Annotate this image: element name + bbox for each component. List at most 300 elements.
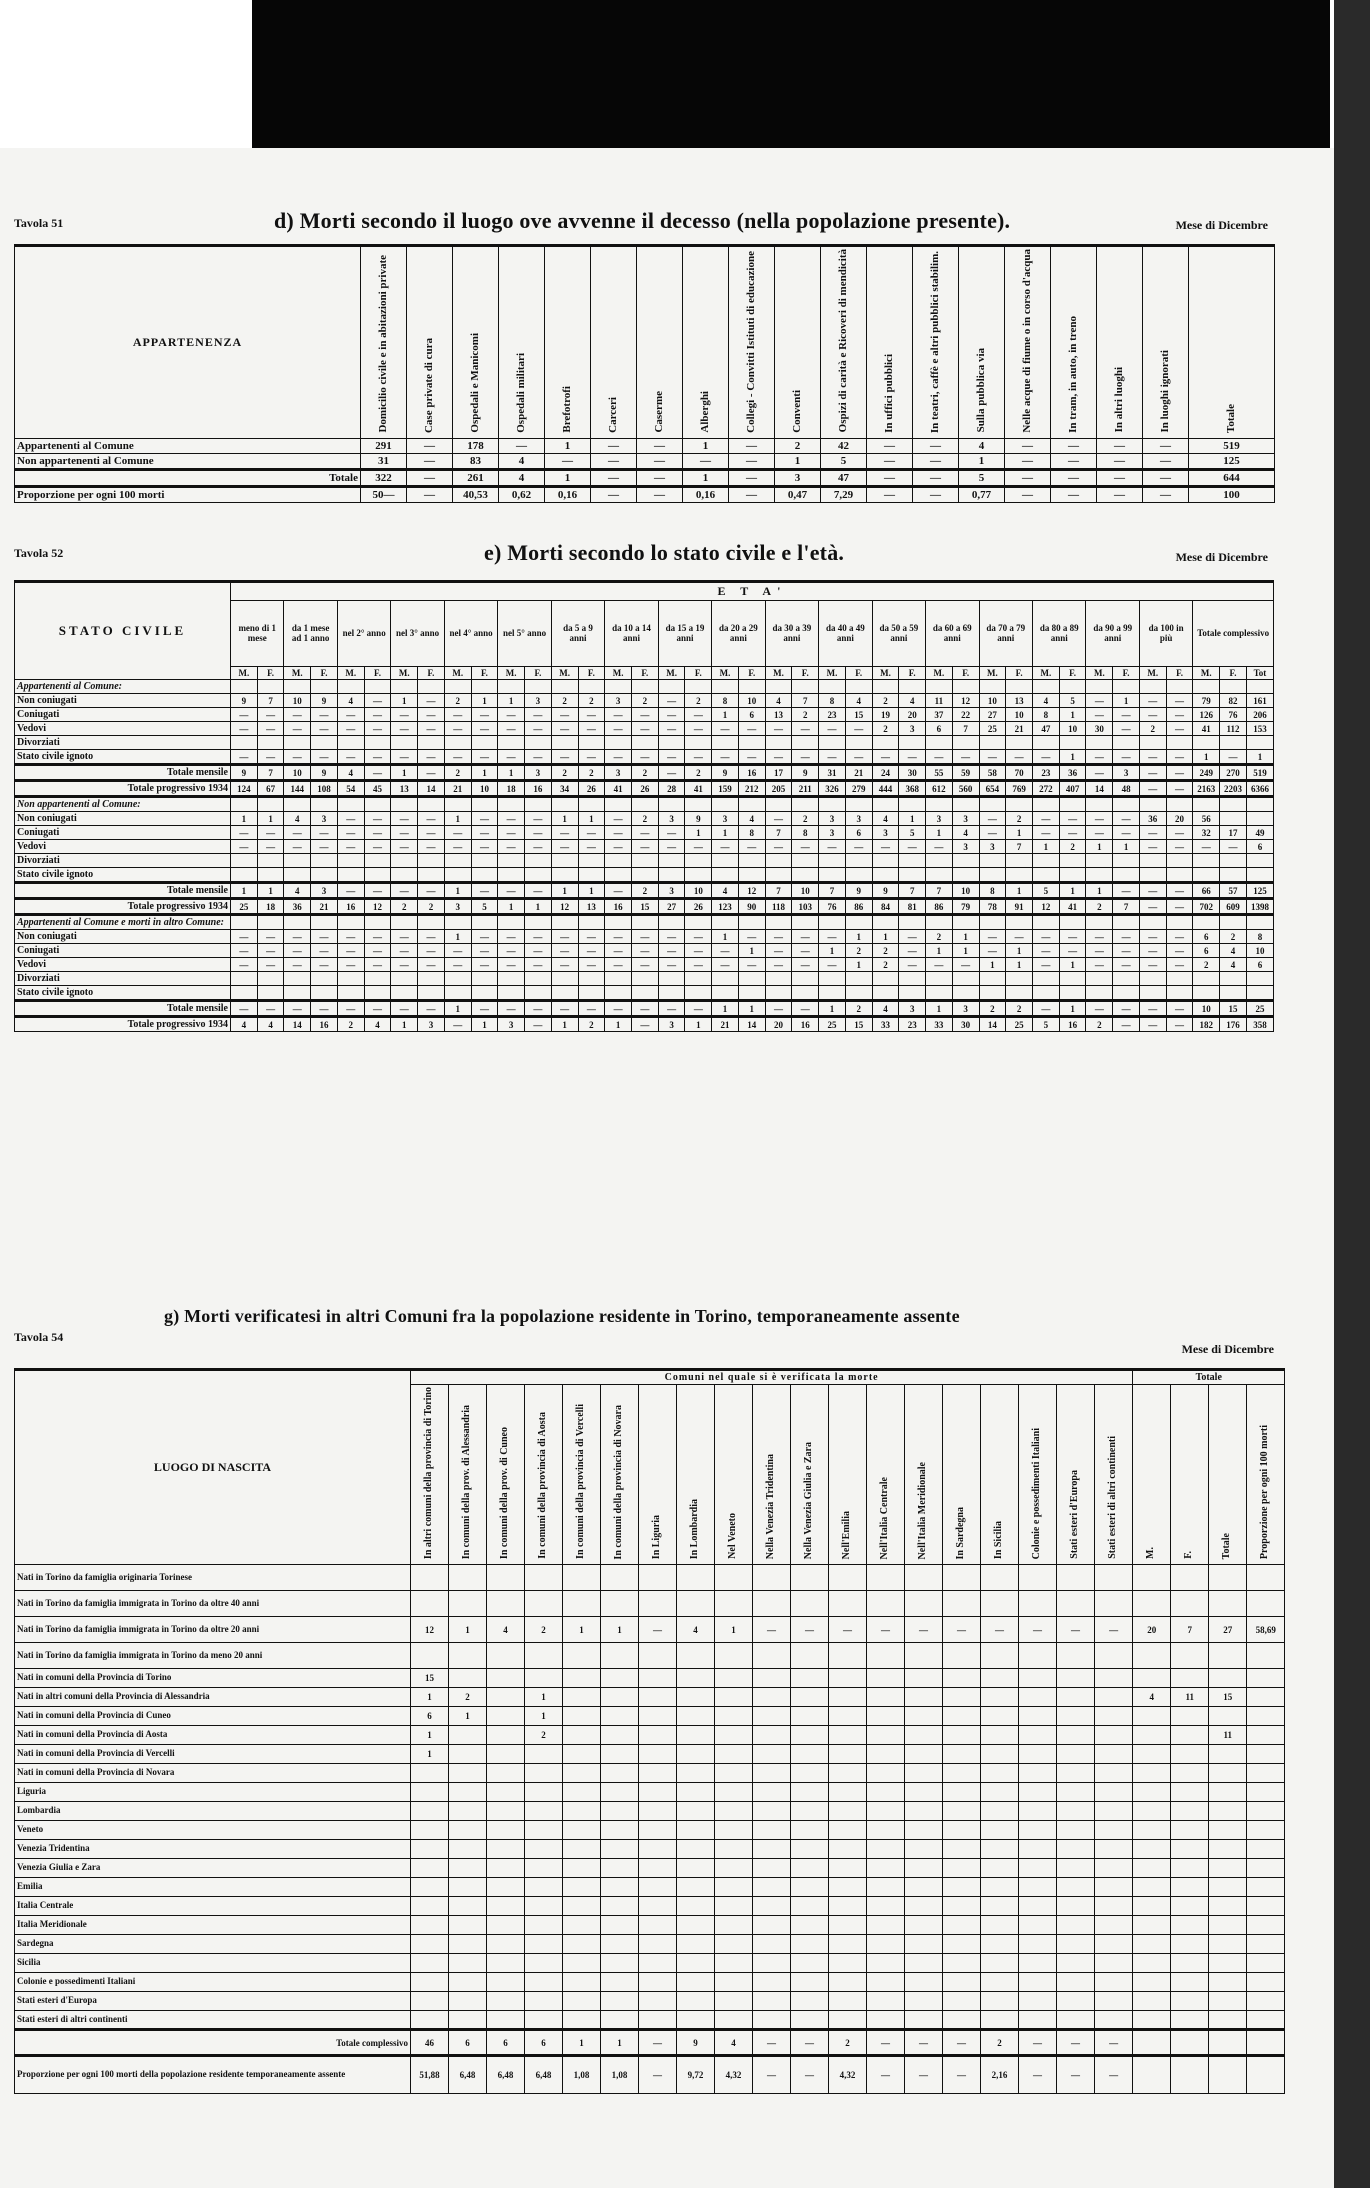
table-cell — [498, 972, 525, 986]
table-cell — [979, 868, 1006, 883]
table-cell: 7 — [926, 883, 953, 899]
table-cell: 144 — [284, 781, 311, 797]
table-cell — [753, 1688, 791, 1707]
table-cell — [829, 1688, 867, 1707]
comuni-header: Comuni nel quale si è verificata la morte — [411, 1370, 1133, 1385]
table-cell — [551, 915, 578, 930]
table-cell: — — [498, 930, 525, 944]
table-cell: 1 — [471, 694, 498, 708]
table-cell: 1 — [525, 1707, 563, 1726]
column-header — [601, 1385, 639, 1565]
table-cell: 83 — [453, 453, 499, 469]
table-cell: — — [1033, 944, 1060, 958]
table-cell — [1006, 736, 1033, 750]
table-cell: 205 — [765, 781, 792, 797]
table-row — [15, 1617, 1285, 1643]
table-row — [15, 854, 1274, 868]
table-cell — [791, 1745, 829, 1764]
table-cell — [1006, 986, 1033, 1001]
table-cell — [791, 1897, 829, 1916]
table-cell — [563, 1643, 601, 1669]
table-cell — [1247, 1992, 1285, 2011]
table-cell: — — [471, 812, 498, 826]
table-cell — [1166, 680, 1193, 694]
table-cell — [677, 1764, 715, 1783]
table-cell: — — [230, 944, 257, 958]
column-header — [591, 246, 637, 439]
table-cell — [829, 1802, 867, 1821]
table-cell: 1 — [1246, 750, 1273, 765]
table-cell — [715, 1591, 753, 1617]
table-cell — [631, 797, 658, 812]
table-cell — [411, 1897, 449, 1916]
table-cell — [1193, 736, 1220, 750]
table-cell: 176 — [1220, 1017, 1247, 1032]
table-cell — [498, 868, 525, 883]
table-cell: 1 — [685, 1017, 712, 1032]
row-label: Nati in Torino da famiglia immigrata in Torino da meno 20 anni — [15, 1643, 411, 1669]
row-label: Nati in Torino da famiglia immigrata in Torino da oltre 20 anni — [15, 1617, 411, 1643]
table-cell — [1247, 1669, 1285, 1688]
table-cell — [943, 1821, 981, 1840]
table-cell — [1019, 1802, 1057, 1821]
table-cell — [1057, 1565, 1095, 1591]
sex-f-header: F. — [364, 667, 391, 680]
table-cell: — — [337, 708, 364, 722]
table-cell — [1057, 1897, 1095, 1916]
table-cell — [1220, 854, 1247, 868]
table-cell — [1057, 1591, 1095, 1617]
table-cell — [677, 1707, 715, 1726]
table-cell — [418, 736, 445, 750]
table-cell: 70 — [1006, 765, 1033, 781]
table-cell — [1247, 1565, 1285, 1591]
table-cell — [867, 1992, 905, 2011]
table-cell: 25 — [1006, 1017, 1033, 1032]
table-cell — [829, 1707, 867, 1726]
table-cell: 2 — [444, 694, 471, 708]
table-cell — [819, 915, 846, 930]
column-header-text: Ospedali militari — [514, 352, 527, 433]
table-cell — [1166, 868, 1193, 883]
table-cell: — — [391, 944, 418, 958]
table-cell — [1247, 2056, 1285, 2094]
table-cell — [1057, 1821, 1095, 1840]
table-cell — [981, 1669, 1019, 1688]
table-cell — [1193, 797, 1220, 812]
table-cell: — — [418, 722, 445, 736]
table-cell: 125 — [1189, 453, 1275, 469]
table-cell — [487, 1916, 525, 1935]
table-cell: 16 — [1059, 1017, 1086, 1032]
table-cell: 76 — [1220, 708, 1247, 722]
row-label: Venezia Giulia e Zara — [15, 1859, 411, 1878]
table-cell — [791, 1707, 829, 1726]
table-cell: 1 — [899, 812, 926, 826]
table-cell — [1057, 1859, 1095, 1878]
table-cell: 112 — [1220, 722, 1247, 736]
table-cell: — — [230, 826, 257, 840]
table-cell — [765, 915, 792, 930]
table-cell — [872, 986, 899, 1001]
table-cell: — — [631, 826, 658, 840]
total-column-header — [1171, 1385, 1209, 1565]
table-cell — [471, 736, 498, 750]
table-cell — [605, 868, 632, 883]
table-cell: 4 — [487, 1617, 525, 1643]
sex-m-header: M. — [926, 667, 953, 680]
table-cell: 654 — [979, 781, 1006, 797]
table-cell — [631, 854, 658, 868]
table-cell — [905, 1954, 943, 1973]
table-cell — [979, 797, 1006, 812]
group-heading-row — [15, 680, 1274, 694]
table-cell — [867, 1935, 905, 1954]
table-cell: — — [551, 930, 578, 944]
table-cell: 4 — [872, 812, 899, 826]
table-row — [15, 1802, 1285, 1821]
table-cell: — — [952, 750, 979, 765]
table-cell — [952, 915, 979, 930]
table-cell — [551, 972, 578, 986]
table-cell — [845, 854, 872, 868]
row-label: Nati in comuni della Provincia di Cuneo — [15, 1707, 411, 1726]
table-cell — [487, 1591, 525, 1617]
table-cell: — — [591, 486, 637, 502]
table-cell — [753, 1840, 791, 1859]
table-cell: 2 — [418, 899, 445, 915]
table-cell: — — [819, 930, 846, 944]
table-cell — [685, 797, 712, 812]
table-cell: — — [639, 1617, 677, 1643]
table-cell: 4 — [1033, 694, 1060, 708]
table-cell — [1006, 868, 1033, 883]
table-cell: — — [1166, 958, 1193, 972]
table-cell — [257, 986, 284, 1001]
table-cell: — — [444, 750, 471, 765]
table-cell: 1 — [952, 944, 979, 958]
column-header — [1095, 1385, 1133, 1565]
table-cell — [1209, 1821, 1247, 1840]
table-cell: 0,77 — [959, 486, 1005, 502]
table-cell — [791, 1643, 829, 1669]
table-cell: — — [913, 438, 959, 453]
table-cell: — — [712, 840, 739, 854]
age-group-header: da 100 in più — [1139, 601, 1192, 667]
age-group-header: da 1 mese ad 1 anno — [284, 601, 337, 667]
row-label: Totale mensile — [15, 883, 231, 899]
table-cell: — — [1143, 438, 1189, 453]
table-cell — [578, 736, 605, 750]
table-cell: 4 — [845, 694, 872, 708]
table-cell — [1019, 1565, 1057, 1591]
table-cell: — — [905, 1617, 943, 1643]
table-cell: — — [738, 722, 765, 736]
table-cell: — — [364, 930, 391, 944]
table-cell — [257, 868, 284, 883]
table-cell — [1059, 736, 1086, 750]
table-cell: 2 — [449, 1688, 487, 1707]
table-cell — [257, 854, 284, 868]
column-header — [943, 1385, 981, 1565]
table-cell: 5 — [821, 453, 867, 469]
table-cell — [525, 1859, 563, 1878]
table-cell — [1095, 1916, 1133, 1935]
table-cell — [715, 1897, 753, 1916]
table-cell: — — [631, 750, 658, 765]
table-cell — [449, 1565, 487, 1591]
table-cell — [905, 1565, 943, 1591]
table-cell: 4 — [952, 826, 979, 840]
table-cell — [1246, 797, 1273, 812]
table-cell — [753, 1591, 791, 1617]
table-cell — [1193, 986, 1220, 1001]
table-cell: 2 — [631, 883, 658, 899]
table-cell: 32 — [1193, 826, 1220, 840]
table-cell: 1 — [738, 1001, 765, 1017]
age-group-header: da 30 a 39 anni — [765, 601, 818, 667]
age-group-header: meno di 1 mese — [230, 601, 283, 667]
table-row — [15, 930, 1274, 944]
table-cell: 322 — [361, 469, 407, 486]
table-cell — [715, 1764, 753, 1783]
table-cell: 84 — [872, 899, 899, 915]
table-cell: 78 — [979, 899, 1006, 915]
table-cell — [829, 1821, 867, 1840]
table-cell: — — [631, 1017, 658, 1032]
table-cell — [1139, 986, 1166, 1001]
table-cell: — — [926, 840, 953, 854]
table-cell — [601, 1935, 639, 1954]
row-label: Non coniugati — [15, 694, 231, 708]
table-cell — [1133, 1565, 1171, 1591]
sex-f-header: F. — [899, 667, 926, 680]
table-cell — [1246, 868, 1273, 883]
table-cell — [715, 1973, 753, 1992]
table-cell — [487, 1897, 525, 1916]
table-cell — [715, 1783, 753, 1802]
table-cell — [1095, 1591, 1133, 1617]
table-cell — [487, 1669, 525, 1688]
sex-tot-header: Tot — [1246, 667, 1273, 680]
table-cell: 3 — [819, 812, 846, 826]
table-cell: — — [1113, 930, 1140, 944]
table-cell — [905, 1783, 943, 1802]
table-cell — [1006, 915, 1033, 930]
table-cell: 272 — [1033, 781, 1060, 797]
table-cell: 10 — [471, 781, 498, 797]
table-cell: — — [418, 812, 445, 826]
sex-m-header: M. — [605, 667, 632, 680]
table-cell: 3 — [819, 826, 846, 840]
table-cell — [1247, 1897, 1285, 1916]
row-label: Non coniugati — [15, 812, 231, 826]
table-cell: 2 — [551, 694, 578, 708]
table-cell — [639, 1954, 677, 1973]
table-cell — [1033, 972, 1060, 986]
table-cell: 5 — [959, 469, 1005, 486]
table-cell — [1095, 2011, 1133, 2030]
column-header — [715, 1385, 753, 1565]
table-cell — [1095, 1897, 1133, 1916]
table-cell — [1133, 2056, 1171, 2094]
table-cell — [563, 1840, 601, 1859]
column-header — [729, 246, 775, 439]
table-cell: — — [418, 944, 445, 958]
table-cell — [1113, 736, 1140, 750]
table-cell — [1095, 1707, 1133, 1726]
table-cell — [1113, 797, 1140, 812]
table-cell: — — [337, 812, 364, 826]
table-cell — [257, 736, 284, 750]
table-cell: — — [407, 438, 453, 453]
table-cell: — — [230, 1001, 257, 1017]
table-cell — [449, 2011, 487, 2030]
age-group-header: nel 2° anno — [337, 601, 390, 667]
table-cell: 9 — [685, 812, 712, 826]
sex-m-header: M. — [765, 667, 792, 680]
table-cell — [1209, 1992, 1247, 2011]
table-cell — [952, 797, 979, 812]
table-cell — [899, 736, 926, 750]
sex-m-header: M. — [1193, 667, 1220, 680]
table-cell — [715, 1726, 753, 1745]
table-cell: — — [257, 722, 284, 736]
table-cell — [1247, 1916, 1285, 1935]
sex-m-header: M. — [712, 667, 739, 680]
table-cell: — — [284, 944, 311, 958]
table-cell: — — [1006, 750, 1033, 765]
table-cell: 5 — [471, 899, 498, 915]
table-cell — [525, 1764, 563, 1783]
table-cell — [867, 1643, 905, 1669]
table-cell — [449, 1935, 487, 1954]
table-cell: — — [685, 1001, 712, 1017]
table-cell — [1220, 972, 1247, 986]
table-cell — [230, 915, 257, 930]
table-cell: 2 — [391, 899, 418, 915]
table-cell: 9 — [677, 2030, 715, 2056]
table-cell: — — [471, 958, 498, 972]
table-cell — [1220, 868, 1247, 883]
table-cell — [715, 1878, 753, 1897]
table-cell — [639, 1764, 677, 1783]
table-cell — [631, 868, 658, 883]
table-cell: 10 — [952, 883, 979, 899]
table-cell — [905, 1859, 943, 1878]
table-cell — [525, 868, 552, 883]
table-cell — [1033, 797, 1060, 812]
table-cell: — — [1059, 944, 1086, 958]
table-cell: 15 — [845, 1017, 872, 1032]
table-cell: — — [658, 1001, 685, 1017]
table-cell: — — [1033, 930, 1060, 944]
table-cell — [364, 854, 391, 868]
table-cell — [411, 1764, 449, 1783]
table-cell — [1019, 1591, 1057, 1617]
table-cell — [685, 986, 712, 1001]
table-cell: 24 — [872, 765, 899, 781]
table-cell: — — [311, 1001, 338, 1017]
table-row — [15, 958, 1274, 972]
table-cell — [867, 2011, 905, 2030]
table-cell — [563, 1591, 601, 1617]
table-cell — [981, 1726, 1019, 1745]
table-cell — [819, 868, 846, 883]
table-row — [15, 1859, 1285, 1878]
table-cell: 31 — [819, 765, 846, 781]
sex-m-header: M. — [1139, 667, 1166, 680]
table-cell: — — [257, 1001, 284, 1017]
table-cell: — — [1166, 750, 1193, 765]
sex-f-header: F. — [471, 667, 498, 680]
sex-f-header: F. — [792, 667, 819, 680]
table-cell: — — [1086, 708, 1113, 722]
table-cell — [905, 1821, 943, 1840]
column-header — [959, 246, 1005, 439]
table-cell: — — [230, 708, 257, 722]
table-cell: 7 — [257, 694, 284, 708]
table-cell — [791, 1992, 829, 2011]
table-cell — [845, 986, 872, 1001]
table-cell — [867, 1688, 905, 1707]
table-cell: 23 — [1033, 765, 1060, 781]
table-cell — [819, 986, 846, 1001]
table-cell — [1095, 1802, 1133, 1821]
table-cell — [738, 986, 765, 1001]
table-cell — [418, 854, 445, 868]
table-cell — [685, 854, 712, 868]
table-cell — [1247, 1591, 1285, 1617]
table-cell — [1171, 1565, 1209, 1591]
table-cell — [551, 854, 578, 868]
table-cell: 3 — [444, 899, 471, 915]
table-cell — [753, 1897, 791, 1916]
table-cell — [791, 1840, 829, 1859]
table-cell: — — [545, 453, 591, 469]
table-cell — [639, 1840, 677, 1859]
table-cell — [551, 868, 578, 883]
table-cell — [685, 915, 712, 930]
table-cell — [1171, 2030, 1209, 2056]
table-cell — [563, 1859, 601, 1878]
table-cell: — — [899, 750, 926, 765]
table-cell: — — [444, 826, 471, 840]
table-cell: 1 — [545, 469, 591, 486]
table-cell: — — [792, 944, 819, 958]
table-cell: 56 — [1193, 812, 1220, 826]
table-cell — [943, 1745, 981, 1764]
table-cell — [791, 1565, 829, 1591]
table-cell — [639, 1591, 677, 1617]
table-cell — [829, 2011, 867, 2030]
table-cell: 21 — [444, 781, 471, 797]
table-cell: 3 — [418, 1017, 445, 1032]
row-label: Totale mensile — [15, 1001, 231, 1017]
table-cell — [578, 854, 605, 868]
table-d — [14, 244, 1275, 503]
table-cell: — — [284, 930, 311, 944]
table-cell — [639, 1916, 677, 1935]
table-cell: 79 — [1193, 694, 1220, 708]
sex-f-header: F. — [952, 667, 979, 680]
table-cell: — — [1166, 694, 1193, 708]
table-cell: — — [498, 826, 525, 840]
table-cell — [1133, 1643, 1171, 1669]
table-cell — [525, 1783, 563, 1802]
table-cell — [418, 972, 445, 986]
table-cell: 2 — [1059, 840, 1086, 854]
